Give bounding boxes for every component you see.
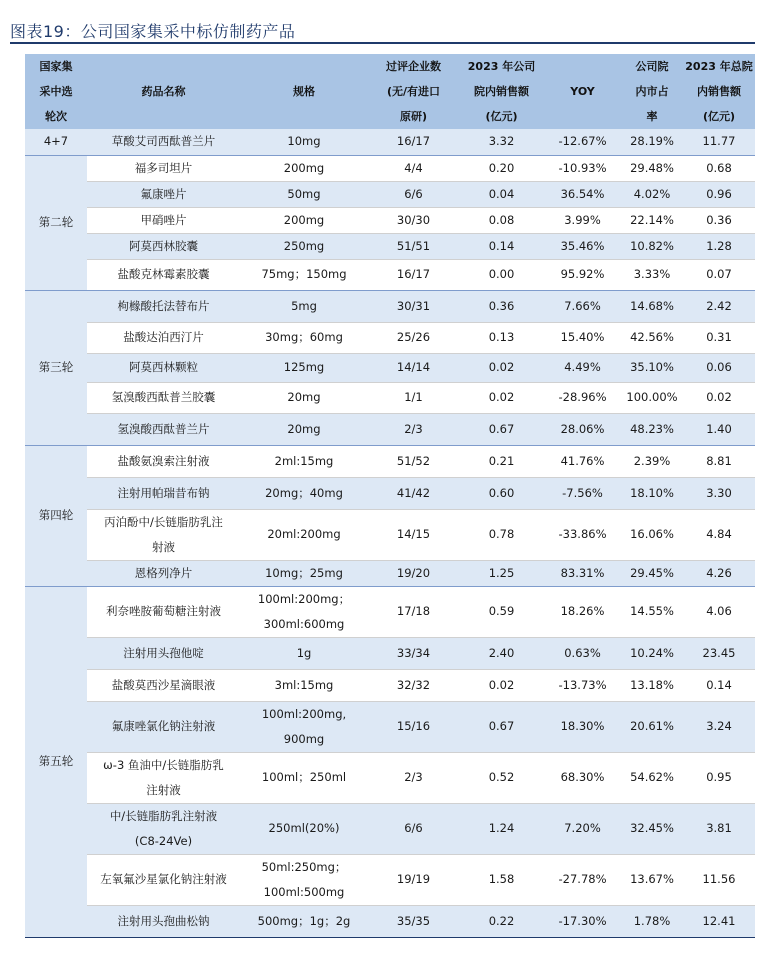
firms-cell: 14/14 (368, 353, 459, 382)
total-cell: 3.30 (683, 477, 755, 509)
header-sales (459, 54, 544, 129)
share-cell: 1.78% (621, 905, 683, 937)
cell-line: 3ml:15mg (274, 677, 334, 692)
drug-name-cell (87, 477, 240, 509)
total-cell: 1.40 (683, 413, 755, 445)
cell-line: 2ml:15mg (274, 453, 334, 468)
firms-cell: 16/17 (368, 259, 459, 290)
cell-line: 900mg (283, 731, 325, 746)
cell-line: 2023 年总院 (685, 60, 753, 73)
spec-cell (240, 701, 368, 752)
cell-line: 药品名称 (141, 85, 186, 98)
sales-cell: 0.02 (459, 669, 544, 701)
share-cell: 48.23% (621, 413, 683, 445)
drug-name-cell (87, 637, 240, 669)
cell-line: (亿元) (702, 110, 736, 123)
firms-cell: 30/30 (368, 207, 459, 233)
cell-line: 200mg (283, 160, 325, 175)
table-row (25, 445, 755, 477)
sales-cell: 0.14 (459, 233, 544, 259)
cell-line: 福多司坦片 (134, 160, 193, 175)
share-cell: 4.02% (621, 181, 683, 207)
sales-cell: 0.04 (459, 181, 544, 207)
sales-cell: 3.32 (459, 129, 544, 155)
yoy-cell: 28.06% (544, 413, 621, 445)
firms-cell: 16/17 (368, 129, 459, 155)
table-row (25, 155, 755, 181)
table-row (25, 382, 755, 413)
share-cell: 2.39% (621, 445, 683, 477)
cell-line: 250ml(20%) (268, 821, 340, 835)
header-yoy (544, 54, 621, 129)
cell-line: YOY (570, 85, 595, 98)
round-cell: 第五轮 (25, 586, 87, 937)
yoy-cell: 35.46% (544, 233, 621, 259)
cell-line: 50mg (287, 186, 321, 201)
yoy-cell: 4.49% (544, 353, 621, 382)
drug-name-cell (87, 382, 240, 413)
firms-cell: 30/31 (368, 290, 459, 322)
spec-cell (240, 233, 368, 259)
table-row (25, 353, 755, 382)
firms-cell: 51/51 (368, 233, 459, 259)
table-row (25, 905, 755, 937)
cell-line: 盐酸克林霉素胶囊 (117, 267, 210, 281)
total-cell: 11.56 (683, 854, 755, 905)
total-cell: 0.02 (683, 382, 755, 413)
table-row (25, 290, 755, 322)
product-table (25, 54, 755, 938)
table-row (25, 701, 755, 752)
sales-cell: 1.58 (459, 854, 544, 905)
cell-line: 100ml；250ml (261, 770, 347, 784)
cell-line: 草酸艾司西酞普兰片 (111, 134, 216, 149)
yoy-cell: -13.73% (544, 669, 621, 701)
firms-cell: 19/19 (368, 854, 459, 905)
total-cell: 11.77 (683, 129, 755, 155)
yoy-cell: 7.20% (544, 803, 621, 854)
drug-name-cell (87, 181, 240, 207)
cell-line: 公司院 (635, 60, 669, 73)
yoy-cell: 0.63% (544, 637, 621, 669)
bottom-rule (25, 937, 755, 938)
yoy-cell: -17.30% (544, 905, 621, 937)
header-row (25, 54, 755, 129)
drug-name-cell (87, 669, 240, 701)
total-cell: 3.81 (683, 803, 755, 854)
table-row (25, 509, 755, 560)
firms-cell: 19/20 (368, 560, 459, 586)
sales-cell: 0.21 (459, 445, 544, 477)
total-cell: 1.28 (683, 233, 755, 259)
sales-cell: 1.24 (459, 803, 544, 854)
table-row (25, 129, 755, 155)
cell-line: 规格 (293, 85, 315, 98)
yoy-cell: -28.96% (544, 382, 621, 413)
share-cell: 18.10% (621, 477, 683, 509)
cell-line: 盐酸氨溴索注射液 (117, 453, 210, 468)
yoy-cell: 15.40% (544, 322, 621, 353)
drug-name-cell (87, 129, 240, 155)
cell-line: 注射液 (146, 782, 181, 797)
yoy-cell: 18.26% (544, 586, 621, 637)
yoy-cell: -10.93% (544, 155, 621, 181)
firms-cell: 15/16 (368, 701, 459, 752)
firms-cell: 2/3 (368, 413, 459, 445)
cell-line: 75mg；150mg (261, 267, 347, 281)
cell-line: 100ml:200mg； (257, 591, 351, 606)
table-row (25, 233, 755, 259)
firms-cell: 4/4 (368, 155, 459, 181)
spec-cell (240, 445, 368, 477)
sales-cell: 0.59 (459, 586, 544, 637)
cell-line: 国家集 (39, 60, 73, 73)
drug-name-cell (87, 413, 240, 445)
yoy-cell: 18.30% (544, 701, 621, 752)
sales-cell: 0.20 (459, 155, 544, 181)
header-share (621, 54, 683, 129)
sales-cell: 1.25 (459, 560, 544, 586)
drug-name-cell (87, 259, 240, 290)
table-row (25, 586, 755, 637)
firms-cell: 32/32 (368, 669, 459, 701)
drug-name-cell (87, 701, 240, 752)
drug-name-cell (87, 155, 240, 181)
total-cell: 0.07 (683, 259, 755, 290)
total-cell: 0.68 (683, 155, 755, 181)
table-row (25, 477, 755, 509)
round-cell: 第四轮 (25, 445, 87, 586)
firms-cell: 51/52 (368, 445, 459, 477)
sales-cell: 0.36 (459, 290, 544, 322)
yoy-cell: 36.54% (544, 181, 621, 207)
drug-name-cell (87, 854, 240, 905)
share-cell: 16.06% (621, 509, 683, 560)
cell-line: 氟康唑片 (140, 186, 187, 201)
yoy-cell: 7.66% (544, 290, 621, 322)
firms-cell: 6/6 (368, 181, 459, 207)
cell-line: 率 (646, 110, 658, 123)
cell-line: 利奈唑胺葡萄糖注射液 (106, 604, 221, 618)
table-row (25, 669, 755, 701)
cell-line: 10mg；25mg (265, 565, 343, 580)
spec-cell (240, 477, 368, 509)
cell-line: 250mg (283, 238, 325, 253)
total-cell: 0.06 (683, 353, 755, 382)
share-cell: 13.67% (621, 854, 683, 905)
drug-name-cell (87, 752, 240, 803)
spec-cell (240, 259, 368, 290)
header-drug-name (87, 54, 240, 129)
yoy-cell: 41.76% (544, 445, 621, 477)
yoy-cell: 95.92% (544, 259, 621, 290)
share-cell: 20.61% (621, 701, 683, 752)
cell-line: 氢溴酸西酞普兰胶囊 (111, 390, 216, 404)
table-row (25, 207, 755, 233)
yoy-cell: 83.31% (544, 560, 621, 586)
sales-cell: 0.00 (459, 259, 544, 290)
spec-cell (240, 382, 368, 413)
cell-line: 盐酸莫西沙星滴眼液 (111, 677, 216, 692)
cell-line: 恩格列净片 (134, 565, 193, 580)
round-cell: 第三轮 (25, 290, 87, 445)
total-cell: 0.95 (683, 752, 755, 803)
total-cell: 8.81 (683, 445, 755, 477)
cell-line: 125mg (283, 360, 325, 374)
firms-cell: 6/6 (368, 803, 459, 854)
round-cell: 4+7 (25, 129, 87, 155)
cell-line: 注射用帕瑞昔布钠 (117, 485, 210, 500)
sales-cell: 0.78 (459, 509, 544, 560)
total-cell: 3.24 (683, 701, 755, 752)
cell-line: 内市占 (635, 85, 669, 98)
sales-cell: 0.02 (459, 382, 544, 413)
table-row (25, 259, 755, 290)
table-row (25, 637, 755, 669)
drug-name-cell (87, 233, 240, 259)
cell-line: ω-3 鱼油中/长链脂肪乳 (103, 757, 224, 772)
cell-line: 甲硝唑片 (140, 212, 187, 227)
total-cell: 4.84 (683, 509, 755, 560)
spec-cell (240, 413, 368, 445)
drug-name-cell (87, 353, 240, 382)
cell-line: 20mg (287, 390, 321, 404)
firms-cell: 2/3 (368, 752, 459, 803)
share-cell: 100.00% (621, 382, 683, 413)
drug-name-cell (87, 509, 240, 560)
cell-line: 1g (296, 645, 312, 660)
cell-line: (C8-24Ve) (134, 833, 193, 848)
title-rule (10, 42, 755, 44)
header-spec (240, 54, 368, 129)
share-cell: 14.68% (621, 290, 683, 322)
cell-line: 阿莫西林颗粒 (129, 360, 198, 374)
drug-name-cell (87, 322, 240, 353)
cell-line: 丙泊酚中/长链脂肪乳注 (104, 514, 223, 529)
cell-line: 500mg；1g；2g (257, 913, 351, 928)
yoy-cell: -12.67% (544, 129, 621, 155)
cell-line: 原研) (399, 110, 428, 123)
spec-cell (240, 637, 368, 669)
cell-line: 30mg；60mg (265, 330, 343, 344)
sales-cell: 0.08 (459, 207, 544, 233)
cell-line: 院内销售额 (474, 85, 529, 98)
firms-cell: 1/1 (368, 382, 459, 413)
cell-line: (无/有进口 (386, 85, 441, 98)
spec-cell (240, 752, 368, 803)
cell-line: 盐酸达泊西汀片 (123, 330, 204, 344)
share-cell: 29.48% (621, 155, 683, 181)
spec-cell (240, 586, 368, 637)
cell-line: 100ml:200mg, (261, 706, 347, 721)
figure-title: 图表19：公司国家集采中标仿制药产品 (10, 22, 296, 41)
yoy-cell: 3.99% (544, 207, 621, 233)
share-cell: 3.33% (621, 259, 683, 290)
header-firms (368, 54, 459, 129)
share-cell: 42.56% (621, 322, 683, 353)
cell-line: 枸橼酸托法替布片 (117, 298, 210, 313)
cell-line: 注射用头孢曲松钠 (117, 913, 210, 928)
sales-cell: 0.02 (459, 353, 544, 382)
firms-cell: 33/34 (368, 637, 459, 669)
total-cell: 12.41 (683, 905, 755, 937)
firms-cell: 17/18 (368, 586, 459, 637)
sales-cell: 0.13 (459, 322, 544, 353)
cell-line: 过评企业数 (386, 60, 441, 73)
drug-name-cell (87, 586, 240, 637)
spec-cell (240, 560, 368, 586)
cell-line: 内销售额 (697, 85, 741, 98)
share-cell: 35.10% (621, 353, 683, 382)
share-cell: 32.45% (621, 803, 683, 854)
cell-line: 中/长链脂肪乳注射液 (109, 808, 218, 823)
spec-cell (240, 181, 368, 207)
header-round (25, 54, 87, 129)
sales-cell: 0.52 (459, 752, 544, 803)
spec-cell (240, 207, 368, 233)
sales-cell: 0.60 (459, 477, 544, 509)
drug-name-cell (87, 207, 240, 233)
spec-cell (240, 353, 368, 382)
drug-name-cell (87, 803, 240, 854)
table-row (25, 752, 755, 803)
cell-line: 50ml:250mg； (261, 859, 347, 874)
share-cell: 10.24% (621, 637, 683, 669)
total-cell: 2.42 (683, 290, 755, 322)
share-cell: 14.55% (621, 586, 683, 637)
cell-line: (亿元) (485, 110, 518, 123)
total-cell: 4.06 (683, 586, 755, 637)
sales-cell: 2.40 (459, 637, 544, 669)
spec-cell (240, 155, 368, 181)
firms-cell: 35/35 (368, 905, 459, 937)
spec-cell (240, 854, 368, 905)
yoy-cell: -27.78% (544, 854, 621, 905)
cell-line: 注射用头孢他啶 (123, 645, 204, 660)
spec-cell (240, 509, 368, 560)
cell-line: 20mg (287, 421, 321, 436)
firms-cell: 41/42 (368, 477, 459, 509)
total-cell: 0.96 (683, 181, 755, 207)
cell-line: 20mg；40mg (265, 485, 343, 500)
spec-cell (240, 803, 368, 854)
spec-cell (240, 290, 368, 322)
cell-line: 左氧氟沙星氯化钠注射液 (100, 872, 227, 886)
cell-line: 20ml:200mg (267, 527, 341, 541)
drug-name-cell (87, 560, 240, 586)
cell-line: 200mg (283, 212, 325, 227)
share-cell: 10.82% (621, 233, 683, 259)
table-row (25, 803, 755, 854)
table-row (25, 560, 755, 586)
share-cell: 28.19% (621, 129, 683, 155)
sales-cell: 0.67 (459, 701, 544, 752)
cell-line: 2023 年公司 (467, 60, 536, 73)
yoy-cell: -7.56% (544, 477, 621, 509)
total-cell: 0.31 (683, 322, 755, 353)
cell-line: 轮次 (45, 110, 67, 123)
sales-cell: 0.22 (459, 905, 544, 937)
table-row (25, 854, 755, 905)
cell-line: 10mg (287, 134, 321, 149)
share-cell: 13.18% (621, 669, 683, 701)
spec-cell (240, 905, 368, 937)
spec-cell (240, 322, 368, 353)
share-cell: 29.45% (621, 560, 683, 586)
sales-cell: 0.67 (459, 413, 544, 445)
cell-line: 100ml:500mg (263, 884, 345, 899)
cell-line: 阿莫西林胶囊 (129, 238, 198, 253)
drug-name-cell (87, 905, 240, 937)
cell-line: 采中选 (39, 85, 73, 98)
table-row (25, 181, 755, 207)
header-total (683, 54, 755, 129)
cell-line: 300ml:600mg (263, 616, 345, 631)
total-cell: 0.36 (683, 207, 755, 233)
total-cell: 4.26 (683, 560, 755, 586)
yoy-cell: 68.30% (544, 752, 621, 803)
firms-cell: 25/26 (368, 322, 459, 353)
share-cell: 22.14% (621, 207, 683, 233)
cell-line: 氟康唑氯化钠注射液 (111, 719, 216, 733)
drug-name-cell (87, 290, 240, 322)
table-row (25, 322, 755, 353)
total-cell: 23.45 (683, 637, 755, 669)
spec-cell (240, 129, 368, 155)
firms-cell: 14/15 (368, 509, 459, 560)
spec-cell (240, 669, 368, 701)
yoy-cell: -33.86% (544, 509, 621, 560)
round-cell: 第二轮 (25, 155, 87, 290)
share-cell: 54.62% (621, 752, 683, 803)
total-cell: 0.14 (683, 669, 755, 701)
table-row (25, 413, 755, 445)
cell-line: 5mg (291, 298, 317, 313)
cell-line: 射液 (152, 539, 175, 554)
drug-name-cell (87, 445, 240, 477)
cell-line: 氢溴酸西酞普兰片 (117, 421, 210, 436)
